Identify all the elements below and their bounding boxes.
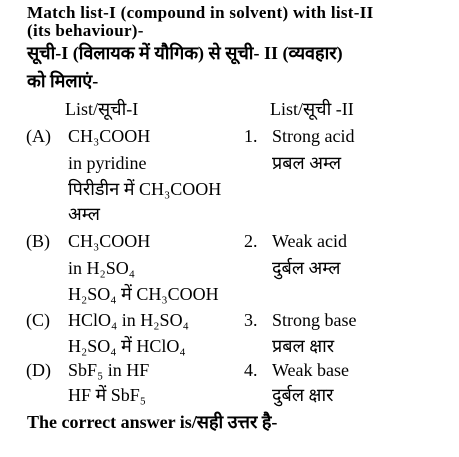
list-2-header: List/सूची -II <box>270 99 354 119</box>
item-c-compound: HClO₄ in H₂SO₄ <box>68 310 189 330</box>
answer-prompt: The correct answer is/सही उत्तर है- <box>27 412 278 432</box>
option-1-number: 1. <box>244 126 258 146</box>
option-4-number: 4. <box>244 360 258 380</box>
question-line-1: Match list-I (compound in solvent) with list-II <box>27 3 374 22</box>
item-a-hindi: पिरीडीन में CH₃COOH <box>68 179 222 199</box>
question-line-3-hindi: सूची-I (विलायक में यौगिक) से सूची- II (व्यवहार) <box>27 43 343 63</box>
option-4-hindi: दुर्बल क्षार <box>272 385 334 405</box>
option-1-hindi: प्रबल अम्ल <box>272 153 342 173</box>
question-line-4-hindi: को मिलाएं- <box>27 71 99 91</box>
option-3-number: 3. <box>244 310 258 330</box>
item-b-compound: CH₃COOH <box>68 231 151 251</box>
item-d-hindi: HF में SbF₅ <box>68 385 147 405</box>
item-b-label: (B) <box>26 231 50 251</box>
item-c-label: (C) <box>26 310 50 330</box>
question-line-2: (its behaviour)- <box>27 21 144 40</box>
option-3-english: Strong base <box>272 310 357 330</box>
item-a-hindi-2: अम्ल <box>68 204 100 224</box>
option-3-hindi: प्रबल क्षार <box>272 336 335 356</box>
list-1-header: List/सूची-I <box>65 99 139 119</box>
item-b-solvent: in H₂SO₄ <box>68 258 136 278</box>
option-2-number: 2. <box>244 231 258 251</box>
item-c-hindi: H₂SO₄ में HClO₄ <box>68 336 186 356</box>
item-a-compound: CH₃COOH <box>68 126 151 146</box>
item-a-label: (A) <box>26 126 51 146</box>
option-2-english: Weak acid <box>272 231 348 251</box>
option-4-english: Weak base <box>272 360 350 380</box>
option-1-english: Strong acid <box>272 126 355 146</box>
item-b-hindi: H₂SO₄ में CH₃COOH <box>68 284 219 304</box>
item-d-label: (D) <box>26 360 51 380</box>
item-a-solvent: in pyridine <box>68 153 147 173</box>
item-d-compound: SbF₅ in HF <box>68 360 150 380</box>
option-2-hindi: दुर्बल अम्ल <box>272 258 341 278</box>
